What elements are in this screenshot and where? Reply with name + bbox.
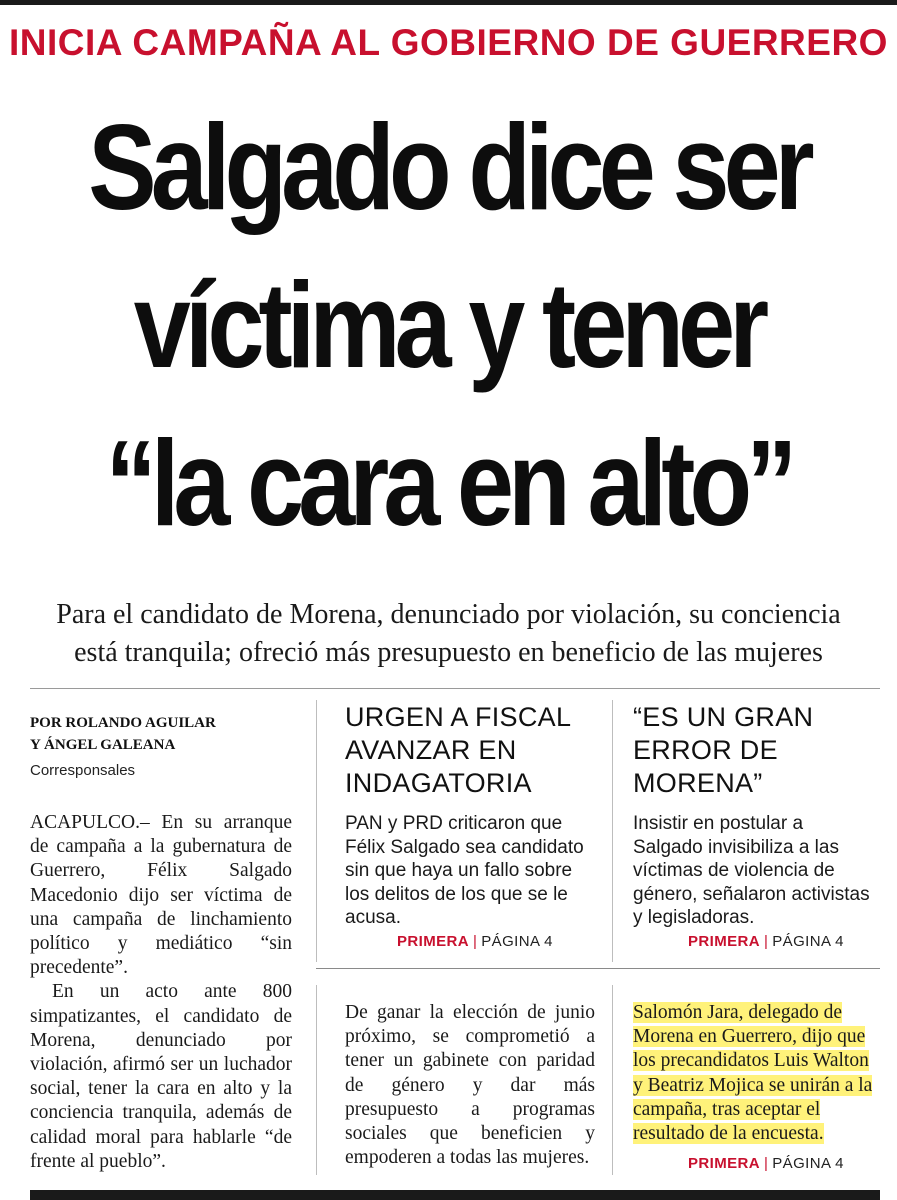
deck-divider — [30, 688, 880, 689]
article-paragraph-1: ACAPULCO.– En su arranque de campaña a la gubernatura de Guerrero, Félix Salgado Macedonio dijo ser víctima de una campaña de linchamiento político y mediático “sin precedente”. — [30, 812, 292, 979]
headline — [72, 88, 825, 562]
highlighted-text: Salomón Jara, delegado de Morena en Guerrero, dijo que los precandidatos Luis Walton y Beatriz Mojica se unirán a la campaña, tras aceptar el resultado de la encuesta. — [633, 1002, 873, 1145]
column-divider-4 — [612, 985, 613, 1175]
top-border — [0, 0, 897, 5]
deck-line-2: está tranquila; ofreció más presupuesto en beneficio de las mujeres — [74, 637, 823, 668]
byline — [30, 712, 300, 756]
deck-line-1: Para el candidato de Morena, denunciado por violación, su conciencia — [56, 599, 841, 630]
box1-title-line-2: AVANZAR EN — [345, 735, 517, 765]
sidebar-box-1-title — [345, 701, 595, 800]
headline-line-2: víctima y tener — [133, 257, 764, 393]
deck-subheadline — [0, 596, 897, 672]
ref-page: PÁGINA 4 — [772, 1155, 844, 1172]
column-divider-1 — [316, 700, 317, 962]
box2-title-line-3: MORENA” — [633, 768, 763, 798]
box-bottom-divider — [316, 968, 880, 969]
ref-separator: | — [763, 933, 769, 950]
box2-title-line-2: ERROR DE — [633, 735, 778, 765]
article-paragraph-3: De ganar la elección de junio próximo, se comprometió a tener un gabinete con paridad de género y dar más presupuesto a programas sociales que beneficien y empoderen a todas las mujeres. — [345, 1002, 595, 1169]
byline-line-2: Y ÁNGEL GALEANA — [30, 737, 176, 753]
ref-separator: | — [472, 933, 478, 950]
article-column-3 — [345, 1001, 595, 1170]
ref-section: PRIMERA — [688, 933, 760, 950]
byline-line-1: POR ROLANDO AGUILAR — [30, 715, 216, 731]
ref-section: PRIMERA — [397, 933, 469, 950]
ref-page: PÁGINA 4 — [481, 933, 553, 950]
byline-role: Corresponsales — [30, 762, 136, 779]
sidebar-box-1-text: PAN y PRD criticaron que Félix Salgado sea candidato sin que haya un fallo sobre los delitos de los que se le acusa. — [345, 813, 584, 928]
column-divider-2 — [612, 700, 613, 962]
headline-line-3: “la cara en alto” — [105, 415, 792, 551]
section-kicker: INICIA CAMPAÑA AL GOBIERNO DE GUERRERO — [9, 22, 888, 63]
sidebar-box-2-text: Insistir en postular a Salgado invisibiliza a las víctimas de violencia de género, señalaron activistas y legisladoras. — [633, 813, 870, 928]
ref-page: PÁGINA 4 — [772, 933, 844, 950]
column-divider-3 — [316, 985, 317, 1175]
box1-title-line-3: INDAGATORIA — [345, 768, 532, 798]
article-paragraph-2: En un acto ante 800 simpatizantes, el candidato de Morena, denunciado por violación, afirmó ser un luchador social, tener la cara en alto y la conciencia tranquila, además de calidad moral para hablarle “de frente al pueblo”. — [30, 981, 292, 1172]
sidebar-box-3-page-ref[interactable] — [688, 1155, 844, 1172]
sidebar-box-2-page-ref[interactable] — [688, 933, 844, 950]
sidebar-box-1-page-ref[interactable] — [397, 933, 553, 950]
headline-line-1: Salgado dice ser — [88, 99, 809, 235]
box2-title-line-1: “ES UN GRAN — [633, 702, 814, 732]
sidebar-box-3 — [633, 1001, 878, 1146]
box1-title-line-1: URGEN A FISCAL — [345, 702, 572, 732]
article-column-1 — [30, 811, 292, 1174]
ref-section: PRIMERA — [688, 1155, 760, 1172]
ref-separator: | — [763, 1155, 769, 1172]
sidebar-box-2-title — [633, 701, 878, 800]
bottom-border — [30, 1190, 880, 1200]
